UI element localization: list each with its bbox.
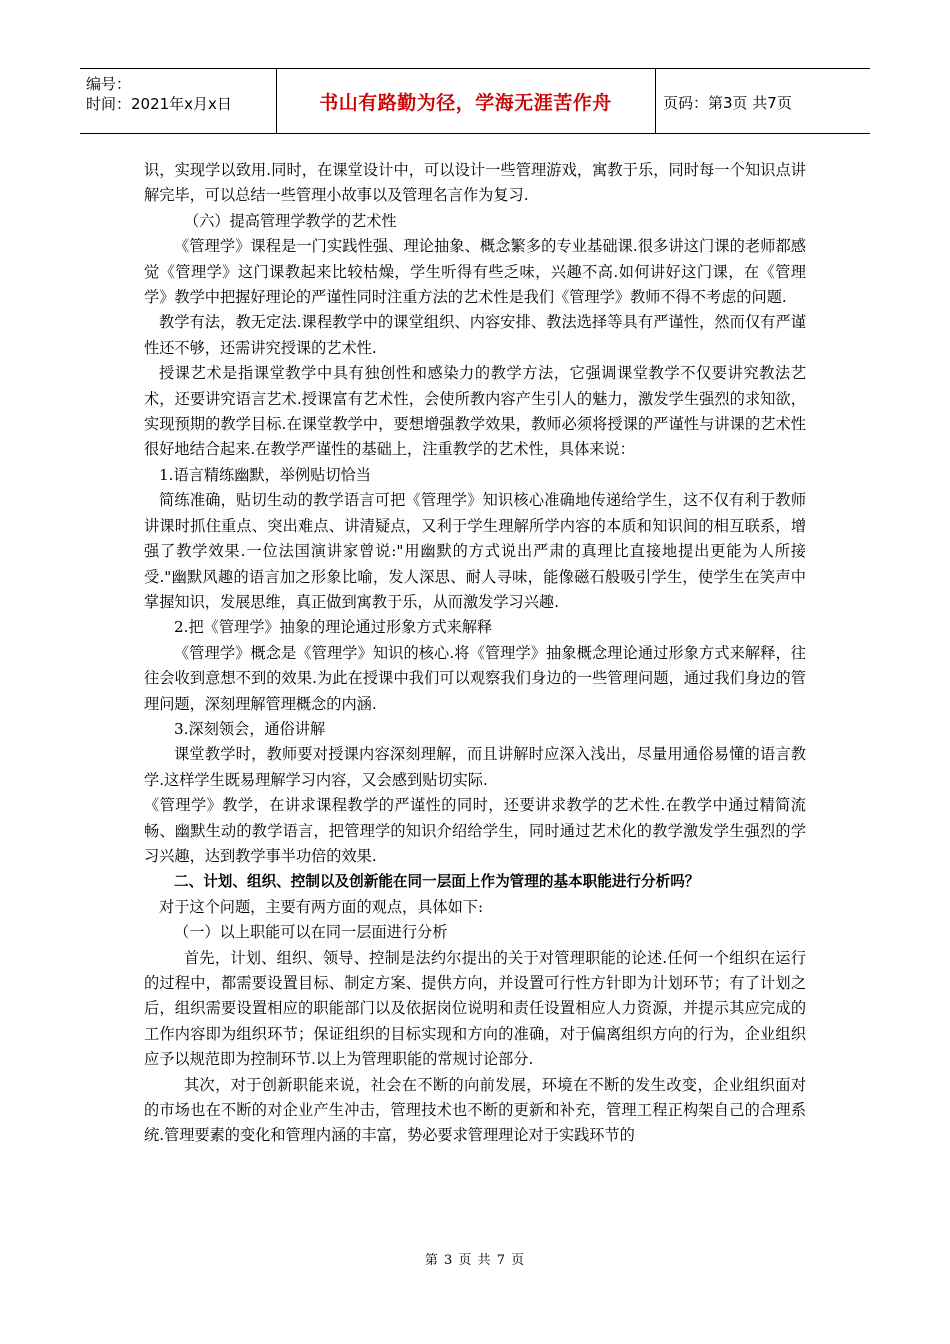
body-paragraph: 课堂教学时，教师要对授课内容深刻理解，而且讲解时应深入浅出，尽量用通俗易懂的语言教学.这样学生既易理解学习内容，又会感到贴切实际.	[144, 745, 806, 789]
body-paragraph: 2.把《管理学》抽象的理论通过形象方式来解释	[174, 618, 493, 637]
body-paragraph: （六）提高管理学教学的艺术性	[184, 211, 397, 230]
body-paragraph: 1.语言精练幽默，举例贴切恰当	[159, 465, 371, 484]
body-paragraph: （一）以上职能可以在同一层面进行分析	[174, 923, 448, 942]
body-paragraph: 授课艺术是指课堂教学中具有独创性和感染力的教学方法，它强调课堂教学不仅要讲究教法艺术，还要讲究语言艺术.授课富有艺术性，会使所教内容产生引人的魅力，激发学生强烈的求知欲，实现预期的教学目标.在课堂教学中，要想增强教学效果，教师必须将授课的严谨性与讲课的艺术性很好地结合起来.在教学严谨性的基础上，注重教学的艺术性，具体来说：	[144, 364, 806, 459]
body-paragraph: 《管理学》概念是《管理学》知识的核心.将《管理学》抽象概念理论通过形象方式来解释，往往会收到意想不到的效果.为此在授课中我们可以观察我们身边的一些管理问题，通过我们身边的管理问题，深刻理解管理概念的内涵.	[144, 643, 806, 713]
body-paragraph: 其次，对于创新职能来说，社会在不断的向前发展，环境在不断的发生改变，企业组织面对的市场也在不断的对企业产生冲击，管理技术也不断的更新和补充，管理工程正构架自己的合理系统.管理要素的变化和管理内涵的丰富，势必要求管理理论对于实践环节的	[144, 1075, 806, 1145]
body-paragraph: 《管理学》教学，在讲求课程教学的严谨性的同时，还要讲求教学的艺术性.在教学中通过精简流畅、幽默生动的教学语言，把管理学的知识介绍给学生，同时通过艺术化的教学激发学生强烈的学习兴趣，达到教学事半功倍的效果.	[144, 796, 806, 865]
document-date-label: 时间：2021年x月x日	[86, 95, 232, 113]
page-header	[80, 68, 870, 134]
body-paragraph: 简练准确，贴切生动的教学语言可把《管理学》知识核心准确地传递给学生，这不仅有利于教师讲课时抓住重点、突出难点、讲清疑点，又利于学生理解所学内容的本质和知识间的相互联系，增强了教学效果.一位法国演讲家曾说:"用幽默的方式说出严肃的真理比直接地提出更能为人所接受."幽默风趣的语言加之形象比喻，发人深思、耐人寻味，能像磁石般吸引学生，使学生在笑声中掌握知识，发展思维，真正做到寓教于乐，从而激发学习兴趣.	[144, 491, 806, 611]
header-motto: 书山有路勤为径，学海无涯苦作舟	[319, 92, 612, 114]
body-paragraph: 对于这个问题，主要有两方面的观点，具体如下:	[159, 897, 484, 916]
header-meta	[86, 74, 232, 114]
document-body	[144, 158, 806, 1149]
header-divider	[655, 68, 656, 134]
header-top-rule	[80, 68, 870, 69]
header-bottom-rule	[80, 133, 870, 134]
body-paragraph: 《管理学》课程是一门实践性强、理论抽象、概念繁多的专业基础课.很多讲这门课的老师都感觉《管理学》这门课教起来比较枯燥，学生听得有些乏味，兴趣不高.如何讲好这门课，在《管理学》教学中把握好理论的严谨性同时注重方法的艺术性是我们《管理学》教师不得不考虑的问题.	[144, 237, 806, 307]
document-number-label: 编号：	[86, 75, 132, 93]
body-paragraph: 识，实现学以致用.同时，在课堂设计中，可以设计一些管理游戏，寓教于乐，同时每一个知识点讲解完毕，可以总结一些管理小故事以及管理名言作为复习.	[144, 161, 806, 205]
body-paragraph: 首先，计划、组织、领导、控制是法约尔提出的关于对管理职能的论述.任何一个组织在运行的过程中，都需要设置目标、制定方案、提供方向，并设置可行性方针即为计划环节；有了计划之后，组织需要设置相应的职能部门以及依据岗位说明和责任设置相应人力资源，并提示其应完成的工作内容即为组织环节；保证组织的目标实现和方向的准确，对于偏离组织方向的行为，企业组织应予以规范即为控制环节.以上为管理职能的常规讨论部分.	[144, 948, 806, 1069]
page-footer: 第 3 页 共 7 页	[424, 1253, 526, 1268]
body-paragraph: 3.深刻领会，通俗讲解	[174, 719, 326, 738]
header-page-info: 页码：第3页 共7页	[663, 94, 792, 112]
section-heading: 二、计划、组织、控制以及创新能在同一层面上作为管理的基本职能进行分析吗？	[174, 873, 700, 891]
body-paragraph: 教学有法，教无定法.课程教学中的课堂组织、内容安排、教法选择等具有严谨性，然而仅有严谨性还不够，还需讲究授课的艺术性.	[144, 313, 806, 357]
